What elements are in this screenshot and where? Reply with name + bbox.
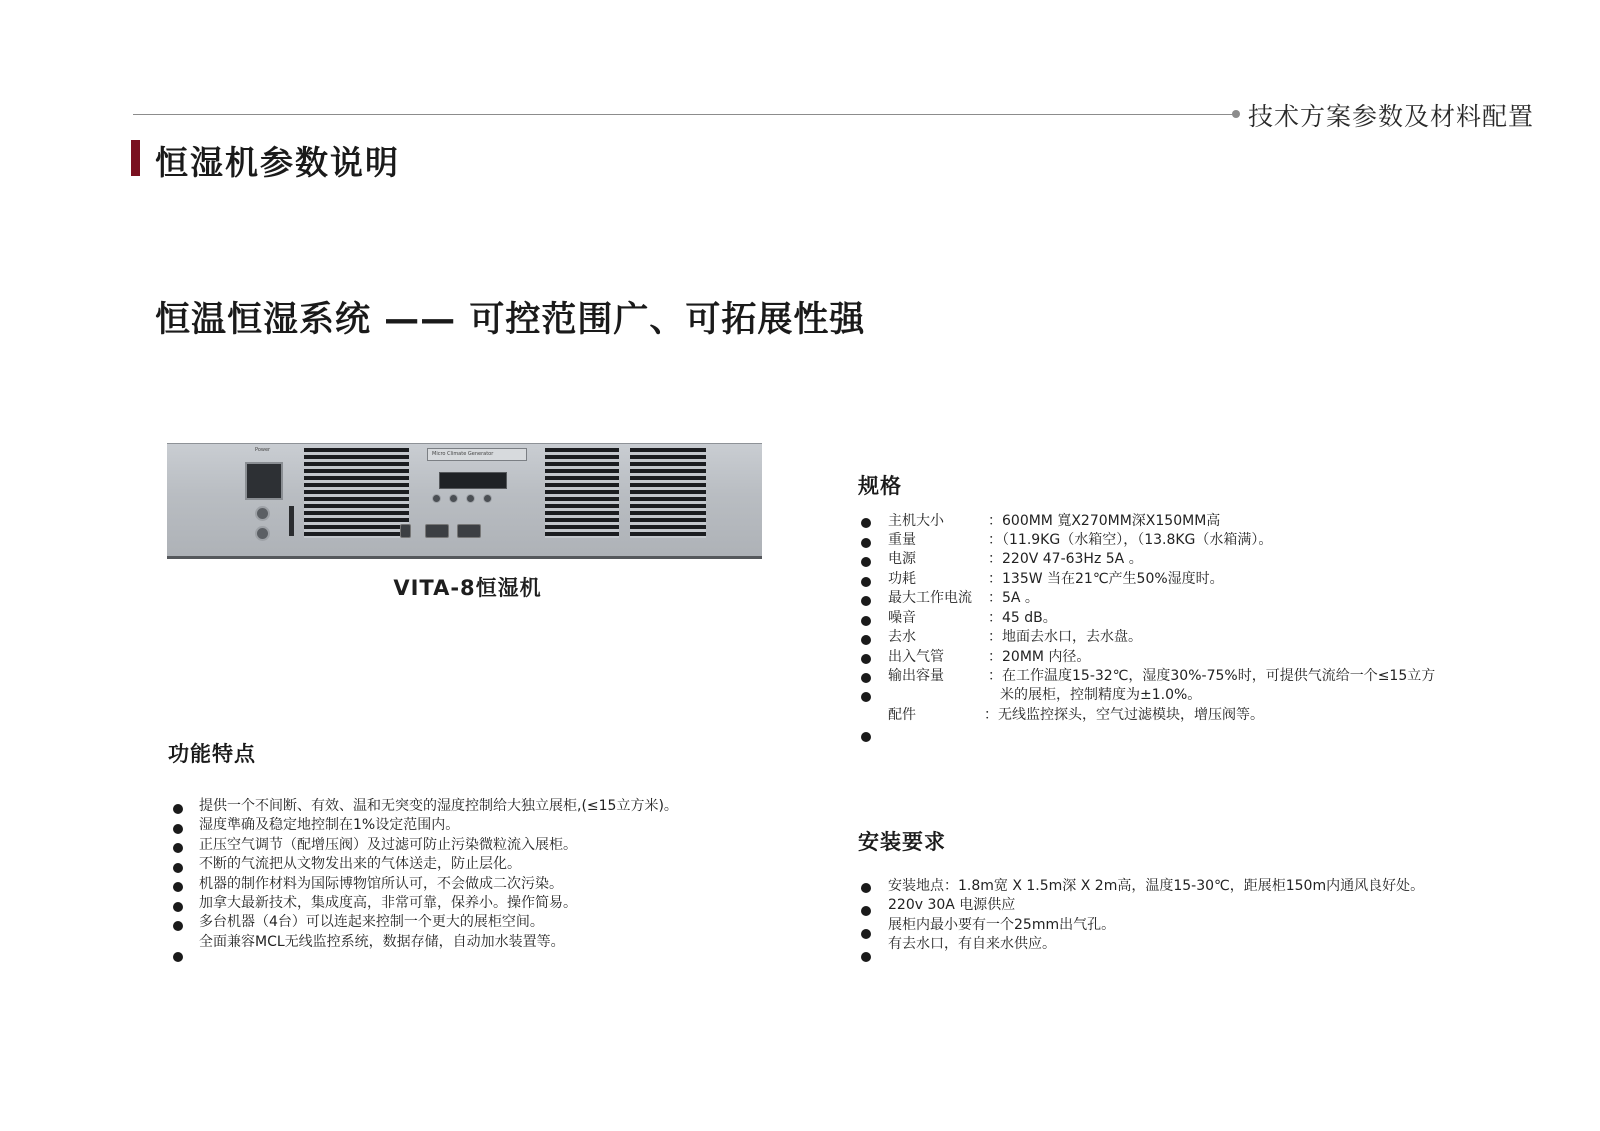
device-photo	[167, 443, 762, 559]
header-rule	[133, 114, 1235, 115]
spec-bullet	[861, 518, 871, 528]
spec-value: ：45 dB。	[988, 610, 1057, 626]
feature-bullet	[173, 824, 183, 834]
feature-item: 加拿大最新技术，集成度高，非常可靠，保养小。操作简易。	[199, 895, 577, 912]
spec-row	[888, 648, 1091, 667]
feature-bullet	[173, 952, 183, 962]
device-label-plate	[427, 448, 527, 461]
spec-key: 电源	[888, 551, 916, 567]
header-rule-dot	[1232, 110, 1240, 118]
install-title: 安装要求	[858, 830, 946, 854]
install-bullet	[861, 906, 871, 916]
spec-row	[888, 667, 1436, 686]
device-knob-2	[255, 526, 270, 541]
spec-value: ：5A 。	[988, 590, 1039, 606]
title-accent-bar	[131, 140, 140, 176]
device-knob-1	[255, 506, 270, 521]
headline: 恒温恒湿系统 —— 可控范围广、可拓展性强	[155, 300, 866, 340]
spec-key: 重量	[888, 532, 916, 548]
device-port-1	[425, 524, 449, 538]
spec-row	[888, 686, 1202, 705]
spec-bullet	[861, 673, 871, 683]
device-power-label: Power	[255, 447, 271, 453]
spec-key: 去水	[888, 629, 916, 645]
device-vent-mid	[545, 448, 619, 538]
device-caption: VITA-8恒湿机	[393, 576, 542, 600]
install-item: 220v 30A 电源供应	[888, 897, 1016, 914]
spec-value: ：（11.9KG（水箱空），（13.8KG（水箱满）。	[988, 532, 1273, 548]
spec-bullet	[861, 596, 871, 606]
feature-item: 正压空气调节（配增压阀）及过滤可防止污染微粒流入展柜。	[199, 836, 577, 853]
device-led-3	[466, 494, 475, 503]
device-water-window	[245, 462, 283, 500]
feature-bullet	[173, 843, 183, 853]
spec-value: ：600MM 寬X270MM深X150MM高	[988, 513, 1221, 529]
install-bullet	[861, 952, 871, 962]
spec-bullet	[861, 635, 871, 645]
install-item: 安装地点：1.8m宽 X 1.5m深 X 2m高，温度15-30℃，距展柜150m内通风良好处。	[888, 878, 1425, 894]
spec-row	[888, 628, 1142, 647]
feature-item: 湿度準确及稳定地控制在1%设定范围内。	[199, 817, 460, 834]
spec-value: ：20MM 内径。	[988, 649, 1091, 665]
spec-row	[888, 512, 1221, 531]
install-list	[888, 877, 1424, 955]
feature-bullet	[173, 902, 183, 912]
feature-bullet	[173, 863, 183, 873]
feature-bullet	[173, 882, 183, 892]
features-list	[199, 797, 678, 952]
spec-bullet	[861, 692, 871, 702]
feature-item: 提供一个不间断、有效、温和无突变的湿度控制给大独立展柜,(≤15立方米)。	[199, 798, 678, 814]
feature-item: 全面兼容MCL无线监控系统，数据存储，自动加水装置等。	[199, 933, 565, 950]
install-item: 展柜内最小要有一个25mm出气孔。	[888, 916, 1116, 933]
device-port-2	[457, 524, 481, 538]
install-item: 有去水口，有自来水供应。	[888, 936, 1056, 953]
section-label: 技术方案参数及材料配置	[1248, 102, 1535, 131]
device-port-small	[400, 524, 411, 538]
page-title: 恒湿机参数说明	[155, 143, 400, 182]
spec-key: 最大工作电流	[888, 590, 972, 606]
spec-key: 功耗	[888, 571, 916, 587]
spec-value: ：220V 47-63Hz 5A 。	[988, 551, 1143, 567]
spec-key: 噪音	[888, 610, 916, 626]
spec-bullet	[861, 616, 871, 626]
spec-row	[888, 531, 1273, 550]
spec-key: 输出容量	[888, 668, 944, 684]
device-led-1	[432, 494, 441, 503]
spec-bullet	[861, 557, 871, 567]
spec-value: ：135W 当在21℃产生50%湿度时。	[988, 571, 1224, 587]
spec-bullet	[861, 538, 871, 548]
spec-row	[888, 570, 1224, 589]
install-bullet	[861, 929, 871, 939]
device-led-2	[449, 494, 458, 503]
device-led-4	[483, 494, 492, 503]
spec-row	[888, 706, 1264, 725]
feature-bullet	[173, 921, 183, 931]
spec-key: 主机大小	[888, 513, 944, 529]
spec-key: 配件	[888, 707, 916, 723]
spec-value: ：无线监控探头，空气过滤模块，增压阀等。	[984, 707, 1264, 723]
feature-bullet	[173, 804, 183, 814]
feature-item: 机器的制作材料为国际博物馆所认可，不会做成二次污染。	[199, 875, 563, 892]
specs-title: 规格	[858, 474, 902, 498]
device-panel-name: Micro Climate Generator	[432, 451, 494, 457]
spec-value: ：地面去水口，去水盘。	[988, 629, 1142, 645]
features-title: 功能特点	[168, 742, 256, 766]
device-vent-left	[304, 448, 409, 538]
spec-key: 出入气管	[888, 649, 944, 665]
feature-item: 不断的气流把从文物发出来的气体送走，防止层化。	[199, 856, 521, 873]
spec-row	[888, 609, 1057, 628]
feature-item: 多台机器（4台）可以连起来控制一个更大的展柜空间。	[199, 914, 544, 931]
spec-bullet	[861, 577, 871, 587]
spec-value: ：在工作温度15-32℃，湿度30%-75%时，可提供气流给一个≤15立方	[988, 668, 1436, 684]
device-vent-right	[630, 448, 706, 538]
spec-value: 米的展柜，控制精度为±1.0%。	[1000, 687, 1202, 703]
spec-row	[888, 550, 1143, 569]
device-slot	[289, 506, 294, 536]
spec-row	[888, 589, 1039, 608]
spec-bullet	[861, 732, 871, 742]
device-display	[439, 472, 507, 489]
install-bullet	[861, 883, 871, 893]
spec-bullet	[861, 654, 871, 664]
